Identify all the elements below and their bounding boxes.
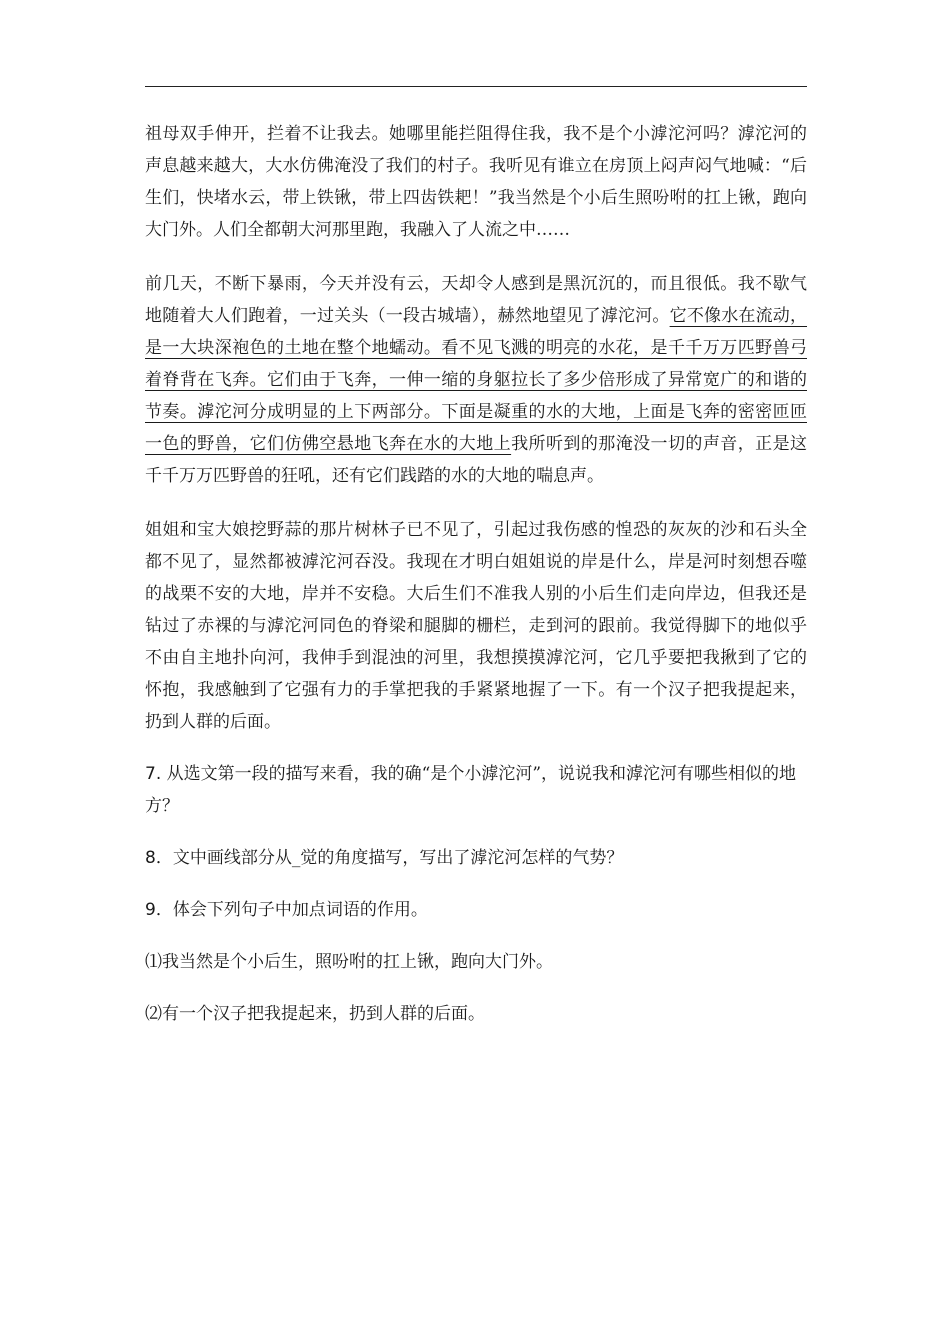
sub-item-1	[145, 946, 807, 978]
paragraph-2-end: 我所听到的那淹没一切的声音，正是这千千万万匹野兽的狂吼，还有它们践踏的水的大地的喘息声。	[145, 434, 808, 486]
underlined-passage: 它不像水在流动，是一大块深袍色的土地在整个地蠕动。看不见飞溅的明亮的水花，是千千万万匹野兽弓着脊背在飞奔。它们由于飞奔，一伸一缩的身躯拉长了多少倍形成了异常宽广的和谐的节奏。滹沱河分成明显的上下两部分。下面是凝重的水的大地，上面是飞奔的密密匝匝一色的野兽，它们仿佛空悬地飞奔在水的大地上	[145, 306, 808, 454]
question-7	[145, 758, 807, 822]
paragraph-2-start: 前几天，不断下暴雨，今天并没有云，天却令人感到是黑沉沉的，而且很低。我不歇气地随着大人们跑着，一过关头（一段古城墙），赫然地望见了滹沱河。	[145, 274, 807, 326]
paragraph-2	[145, 268, 807, 492]
paragraph-3: 姐姐和宝大娘挖野蒜的那片树林子已不见了，引起过我伤感的惶恐的灰灰的沙和石头全都不见了，显然都被滹沱河吞没。我现在才明白姐姐说的岸是什么，岸是河时刻想吞噬的战栗不安的大地，岸并不安稳。大后生们不准我人别的小后生们走向岸边，但我还是钻过了赤裸的与滹沱河同色的脊梁和腿脚的栅栏，走到河的跟前。我觉得脚下的地似乎不由自主地扑向河，我伸手到混浊的河里，我想摸摸滹沱河，它几乎要把我揪到了它的怀抱，我感触到了它强有力的手掌把我的手紧紧地握了一下。有一个汉子把我提起来，扔到人群的后面。	[145, 520, 807, 732]
question-number: 9．	[145, 900, 173, 920]
question-text: 从选文第一段的描写来看，我的确“是个小滹沱河”，说说我和滹沱河有哪些相似的地方？	[145, 764, 797, 816]
sub-item-text: 我当然是个小后生，照吩咐的扛上锹，跑向大门外。	[162, 952, 553, 972]
question-number: 8．	[145, 848, 173, 868]
header-rule	[145, 86, 807, 87]
question-8	[145, 842, 807, 874]
question-number: 7.	[145, 764, 162, 784]
question-9	[145, 894, 807, 926]
sub-item-number: ⑴	[145, 952, 162, 972]
question-text: 文中画线部分从_觉的角度描写，写出了滹沱河怎样的气势？	[172, 848, 624, 868]
sub-item-2	[145, 998, 807, 1030]
question-text: 体会下列句子中加点词语的作用。	[172, 900, 428, 920]
document-content	[145, 118, 807, 1030]
sub-item-number: ⑵	[145, 1004, 162, 1024]
sub-item-text: 有一个汉子把我提起来，扔到人群的后面。	[162, 1004, 485, 1024]
paragraph-1: 祖母双手伸开，拦着不让我去。她哪里能拦阻得住我，我不是个小滹沱河吗？滹沱河的声息越来越大，大水仿佛淹没了我们的村子。我听见有谁立在房顶上闷声闷气地喊：“后生们，快堵水云，带上铁锹，带上四齿铁耙！”我当然是个小后生照吩咐的扛上锹，跑向大门外。人们全都朝大河那里跑，我融入了人流之中……	[145, 124, 807, 240]
